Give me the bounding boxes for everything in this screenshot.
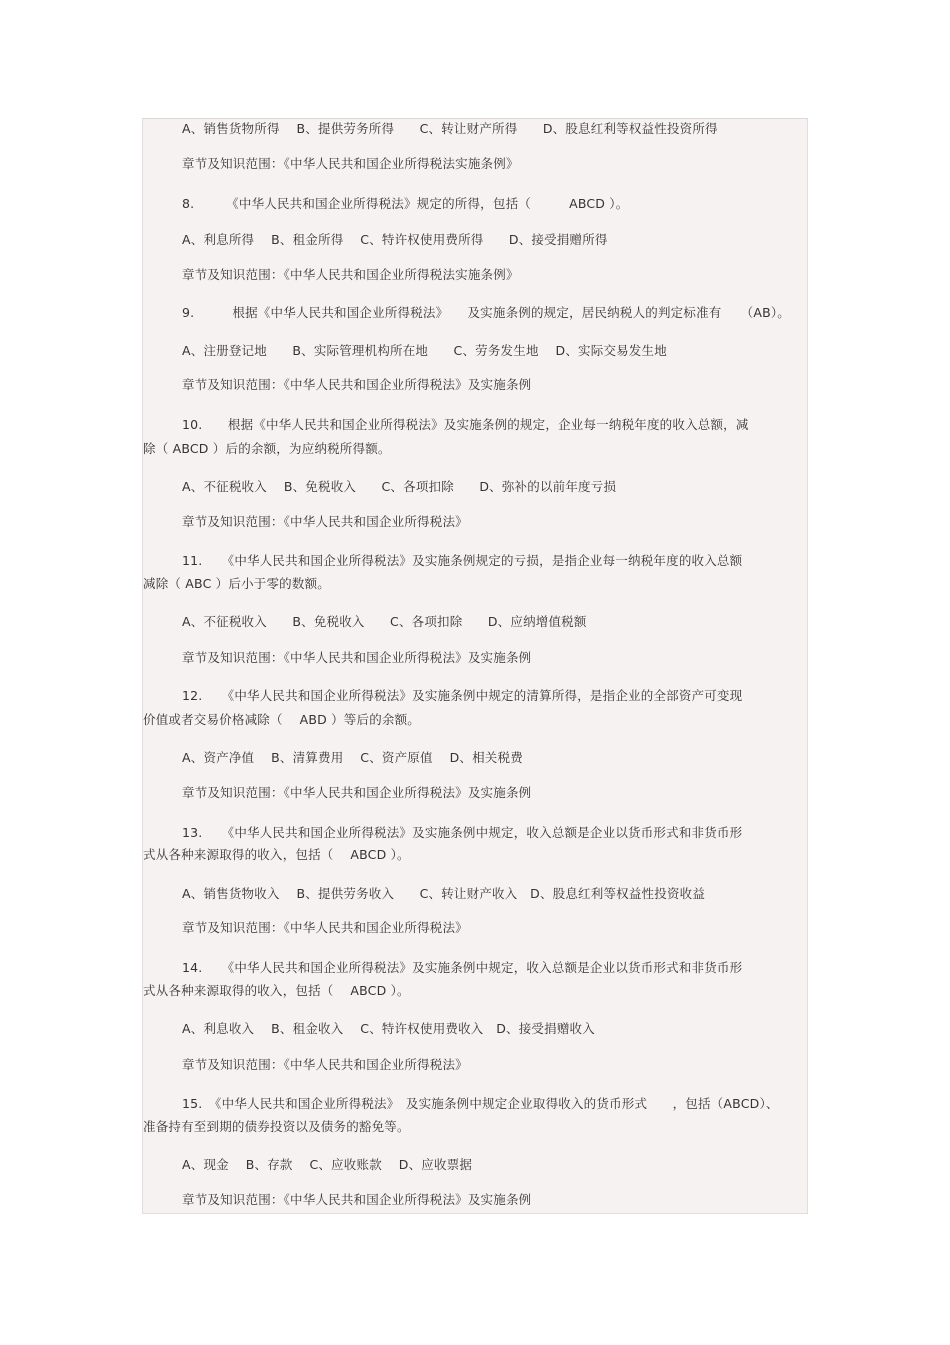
- question-12-text-cont: 价值或者交易价格减除（ ABD ）等后的余额。: [143, 712, 420, 727]
- answer-options: A、资产净值 B、清算费用 C、资产原值 D、相关税费: [182, 750, 523, 765]
- question-12-text: 12. 《中华人民共和国企业所得税法》及实施条例中规定的清算所得，是指企业的全部资产可变现: [182, 688, 743, 703]
- question-14-text-cont: 式从各种来源取得的收入，包括（ ABCD ）。: [143, 983, 410, 998]
- question-10-text-cont: 除（ ABCD ）后的余额，为应纳税所得额。: [143, 441, 391, 456]
- answer-options: A、销售货物所得 B、提供劳务所得 C、转让财产所得 D、股息红利等权益性投资所得: [182, 121, 718, 136]
- answer-options: A、注册登记地 B、实际管理机构所在地 C、劳务发生地 D、实际交易发生地: [182, 343, 667, 358]
- chapter-scope: 章节及知识范围：《中华人民共和国企业所得税法实施条例》: [182, 267, 519, 282]
- chapter-scope: 章节及知识范围：《中华人民共和国企业所得税法实施条例》: [182, 156, 519, 171]
- question-11-text-cont: 减除（ ABC ）后小于零的数额。: [143, 576, 330, 591]
- question-9-text: 9. 根据《中华人民共和国企业所得税法》 及实施条例的规定，居民纳税人的判定标准有 （AB）。: [182, 305, 791, 320]
- question-13-text-cont: 式从各种来源取得的收入，包括（ ABCD ）。: [143, 847, 410, 862]
- question-15-text: 15. 《中华人民共和国企业所得税法》 及实施条例中规定企业取得收入的货币形式 ，包括（ABCD）、: [182, 1096, 779, 1111]
- chapter-scope: 章节及知识范围：《中华人民共和国企业所得税法》及实施条例: [182, 785, 532, 800]
- chapter-scope: 章节及知识范围：《中华人民共和国企业所得税法》: [182, 920, 468, 935]
- chapter-scope: 章节及知识范围：《中华人民共和国企业所得税法》: [182, 1057, 468, 1072]
- answer-options: A、销售货物收入 B、提供劳务收入 C、转让财产收入 D、股息红利等权益性投资收益: [182, 886, 706, 901]
- chapter-scope: 章节及知识范围：《中华人民共和国企业所得税法》及实施条例: [182, 1192, 532, 1207]
- answer-options: A、现金 B、存款 C、应收账款 D、应收票据: [182, 1157, 473, 1172]
- answer-options: A、利息收入 B、租金收入 C、特许权使用费收入 D、接受捐赠收入: [182, 1021, 595, 1036]
- chapter-scope: 章节及知识范围：《中华人民共和国企业所得税法》及实施条例: [182, 650, 532, 665]
- chapter-scope: 章节及知识范围：《中华人民共和国企业所得税法》及实施条例: [182, 377, 532, 392]
- question-14-text: 14. 《中华人民共和国企业所得税法》及实施条例中规定，收入总额是企业以货币形式和非货币形: [182, 960, 743, 975]
- question-13-text: 13. 《中华人民共和国企业所得税法》及实施条例中规定，收入总额是企业以货币形式和非货币形: [182, 825, 743, 840]
- chapter-scope: 章节及知识范围：《中华人民共和国企业所得税法》: [182, 514, 468, 529]
- answer-options: A、不征税收入 B、免税收入 C、各项扣除 D、应纳增值税额: [182, 614, 587, 629]
- answer-options: A、不征税收入 B、免税收入 C、各项扣除 D、弥补的以前年度亏损: [182, 479, 617, 494]
- question-10-text: 10. 根据《中华人民共和国企业所得税法》及实施条例的规定，企业每一纳税年度的收入总额，减: [182, 417, 749, 432]
- question-15-text-cont: 准备持有至到期的债券投资以及债务的豁免等。: [143, 1119, 410, 1134]
- question-11-text: 11. 《中华人民共和国企业所得税法》及实施条例规定的亏损，是指企业每一纳税年度的收入总额: [182, 553, 743, 568]
- question-8-text: 8. 《中华人民共和国企业所得税法》规定的所得，包括（ ABCD ）。: [182, 196, 629, 211]
- answer-options: A、利息所得 B、租金所得 C、特许权使用费所得 D、接受捐赠所得: [182, 232, 608, 247]
